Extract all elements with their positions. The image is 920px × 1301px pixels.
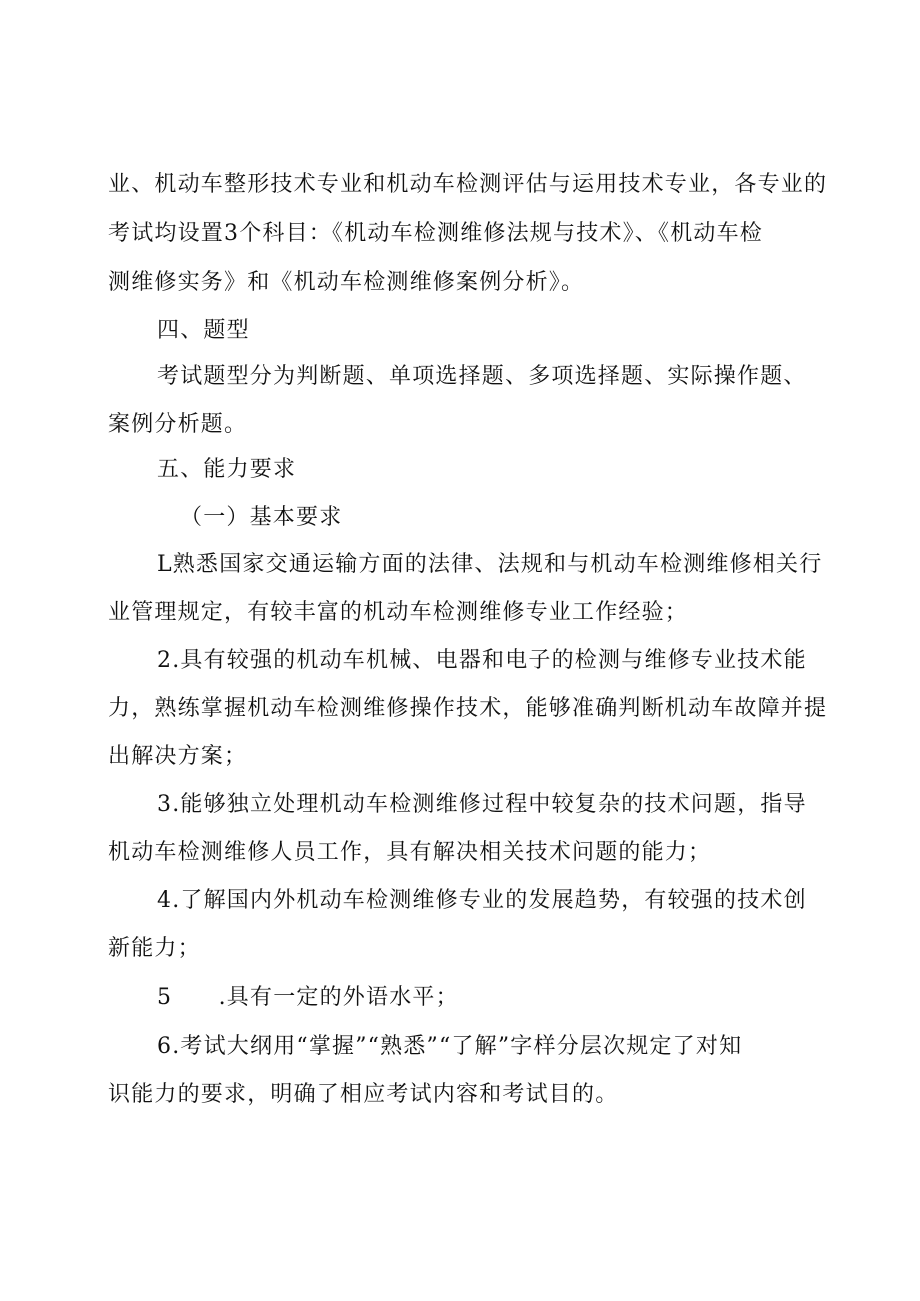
list-item-line: L熟悉国家交通运输方面的法律、法规和与机动车检测维修相关行 [157, 552, 823, 577]
list-item-line: 出解决方案； [108, 744, 248, 769]
paragraph-line: 考试题型分为判断题、单项选择题、多项选择题、实际操作题、 [157, 364, 807, 389]
list-item-line: 机动车检测维修人员工作，具有解决相关技术问题的能力； [108, 840, 712, 865]
list-item-line: 识能力的要求，明确了相应考试内容和考试目的。 [108, 1082, 619, 1107]
paragraph-line: 考试均设置3个科目：《机动车检测维修法规与技术》、《机动车检 [108, 221, 763, 246]
paragraph-line: 测维修实务》和《机动车检测维修案例分析》。 [108, 270, 585, 295]
list-item-line: 6.考试大纲用“掌握”“熟悉”“了解”字样分层次规定了对知 [157, 1034, 743, 1059]
list-item-line: 业管理规定，有较丰富的机动车检测维修专业工作经验； [108, 600, 689, 625]
subsection-heading-basic-requirements: （一）基本要求 [180, 505, 343, 530]
list-item-line: 2.具有较强的机动车机械、电器和电子的检测与维修专业技术能 [157, 648, 807, 673]
list-item-line: 新能力； [108, 936, 201, 961]
paragraph-line: 案例分析题。 [108, 412, 248, 437]
list-item-line: 力，熟练掌握机动车检测维修操作技术，能够准确判断机动车故障并提 [108, 696, 828, 721]
list-item-line: 3.能够独立处理机动车检测维修过程中较复杂的技术问题，指导 [157, 792, 807, 817]
paragraph-line: 业、机动车整形技术专业和机动车检测评估与运用技术专业，各专业的 [108, 172, 828, 197]
list-item-line: 5 .具有一定的外语水平； [157, 985, 459, 1010]
section-heading-question-types: 四、题型 [157, 318, 250, 343]
list-item-line: 4.了解国内外机动车检测维修专业的发展趋势，有较强的技术创 [157, 888, 807, 913]
section-heading-ability-requirements: 五、能力要求 [157, 457, 297, 482]
